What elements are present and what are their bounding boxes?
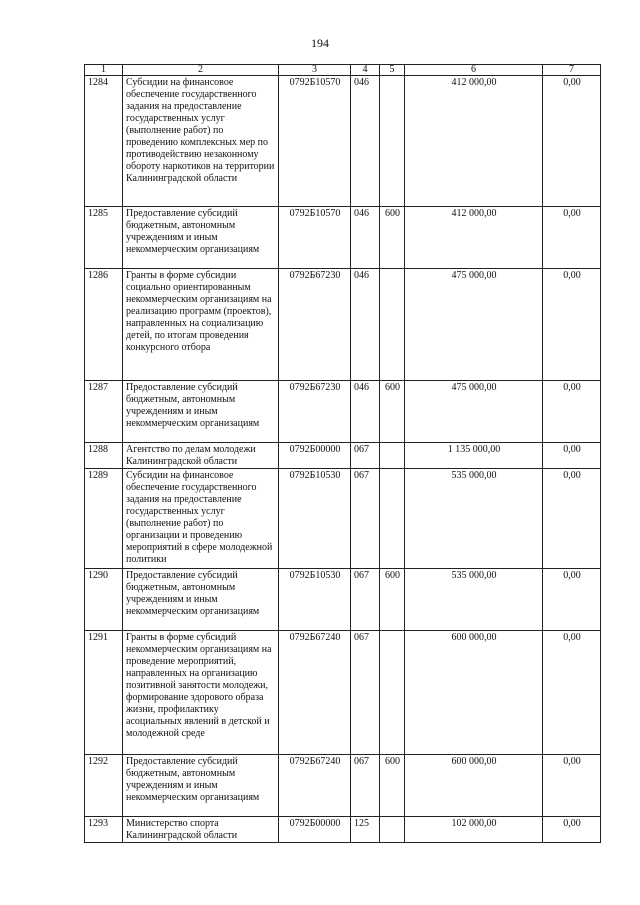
department-code: 046 [351, 381, 380, 443]
expense-type [380, 269, 405, 381]
target-code: 0792Б67240 [279, 755, 351, 817]
target-code: 0792Б67230 [279, 381, 351, 443]
target-code: 0792Б10530 [279, 469, 351, 569]
row-name: Субсидии на финансовое обеспечение государственного задания на предоставление государственных услуг (выполнение работ) по организации и проведению мероприятий в сфере молодежной политики [123, 469, 279, 569]
table-row [85, 269, 601, 381]
column-header: 4 [351, 65, 380, 76]
expense-type: 600 [380, 569, 405, 631]
table-row [85, 207, 601, 269]
row-number: 1285 [85, 207, 123, 269]
target-code: 0792Б00000 [279, 817, 351, 843]
amount: 102 000,00 [405, 817, 543, 843]
amount-col7: 0,00 [543, 76, 601, 207]
expense-type [380, 631, 405, 755]
row-name: Предоставление субсидий бюджетным, автономным учреждениям и иным некоммерческим организациям [123, 755, 279, 817]
table-row [85, 76, 601, 207]
amount: 412 000,00 [405, 76, 543, 207]
amount-col7: 0,00 [543, 755, 601, 817]
row-number: 1287 [85, 381, 123, 443]
page-number: 194 [311, 36, 329, 50]
amount: 600 000,00 [405, 631, 543, 755]
column-header: 3 [279, 65, 351, 76]
amount: 475 000,00 [405, 269, 543, 381]
row-name: Агентство по делам молодежи Калининградской области [123, 443, 279, 469]
department-code: 067 [351, 631, 380, 755]
column-header: 1 [85, 65, 123, 76]
amount-col7: 0,00 [543, 443, 601, 469]
column-header: 2 [123, 65, 279, 76]
amount-col7: 0,00 [543, 469, 601, 569]
amount: 1 135 000,00 [405, 443, 543, 469]
row-number: 1284 [85, 76, 123, 207]
department-code: 067 [351, 569, 380, 631]
table-row [85, 381, 601, 443]
table-row [85, 631, 601, 755]
column-header: 5 [380, 65, 405, 76]
amount: 412 000,00 [405, 207, 543, 269]
table-row [85, 755, 601, 817]
row-number: 1286 [85, 269, 123, 381]
expense-type [380, 76, 405, 207]
row-name: Гранты в форме субсидии социально ориентированным некоммерческим организациям на реализацию программ (проектов), направленных на социализацию детей, по итогам проведения конкурсного отбора [123, 269, 279, 381]
budget-table [84, 64, 601, 843]
row-name: Субсидии на финансовое обеспечение государственного задания на предоставление государственных услуг (выполнение работ) по проведению комплексных мер по противодействию незаконному обороту наркотиков на территории Калининградской области [123, 76, 279, 207]
department-code: 046 [351, 76, 380, 207]
target-code: 0792Б67240 [279, 631, 351, 755]
amount: 535 000,00 [405, 469, 543, 569]
amount-col7: 0,00 [543, 269, 601, 381]
row-name: Гранты в форме субсидий некоммерческим организациям на проведение мероприятий, направленных на организацию позитивной занятости молодежи, формирование здорового образа жизни, профилактику асоциальных явлений в детской и молодежной среде [123, 631, 279, 755]
target-code: 0792Б10570 [279, 207, 351, 269]
amount-col7: 0,00 [543, 381, 601, 443]
department-code: 046 [351, 207, 380, 269]
row-name: Предоставление субсидий бюджетным, автономным учреждениям и иным некоммерческим организациям [123, 381, 279, 443]
department-code: 067 [351, 755, 380, 817]
department-code: 067 [351, 469, 380, 569]
table-row [85, 469, 601, 569]
target-code: 0792Б10570 [279, 76, 351, 207]
expense-type [380, 443, 405, 469]
department-code: 067 [351, 443, 380, 469]
row-number: 1290 [85, 569, 123, 631]
column-header: 7 [543, 65, 601, 76]
table-row [85, 443, 601, 469]
amount-col7: 0,00 [543, 569, 601, 631]
expense-type: 600 [380, 381, 405, 443]
row-number: 1289 [85, 469, 123, 569]
department-code: 125 [351, 817, 380, 843]
expense-type [380, 469, 405, 569]
amount: 475 000,00 [405, 381, 543, 443]
row-number: 1293 [85, 817, 123, 843]
table-row [85, 817, 601, 843]
column-header: 6 [405, 65, 543, 76]
amount: 535 000,00 [405, 569, 543, 631]
amount: 600 000,00 [405, 755, 543, 817]
row-name: Предоставление субсидий бюджетным, автономным учреждениям и иным некоммерческим организациям [123, 207, 279, 269]
amount-col7: 0,00 [543, 817, 601, 843]
row-number: 1288 [85, 443, 123, 469]
department-code: 046 [351, 269, 380, 381]
header-row [85, 65, 601, 76]
row-number: 1291 [85, 631, 123, 755]
table-row [85, 569, 601, 631]
row-name: Предоставление субсидий бюджетным, автономным учреждениям и иным некоммерческим организациям [123, 569, 279, 631]
amount-col7: 0,00 [543, 631, 601, 755]
row-name: Министерство спорта Калининградской области [123, 817, 279, 843]
expense-type [380, 817, 405, 843]
target-code: 0792Б10530 [279, 569, 351, 631]
target-code: 0792Б67230 [279, 269, 351, 381]
target-code: 0792Б00000 [279, 443, 351, 469]
amount-col7: 0,00 [543, 207, 601, 269]
row-number: 1292 [85, 755, 123, 817]
expense-type: 600 [380, 207, 405, 269]
expense-type: 600 [380, 755, 405, 817]
